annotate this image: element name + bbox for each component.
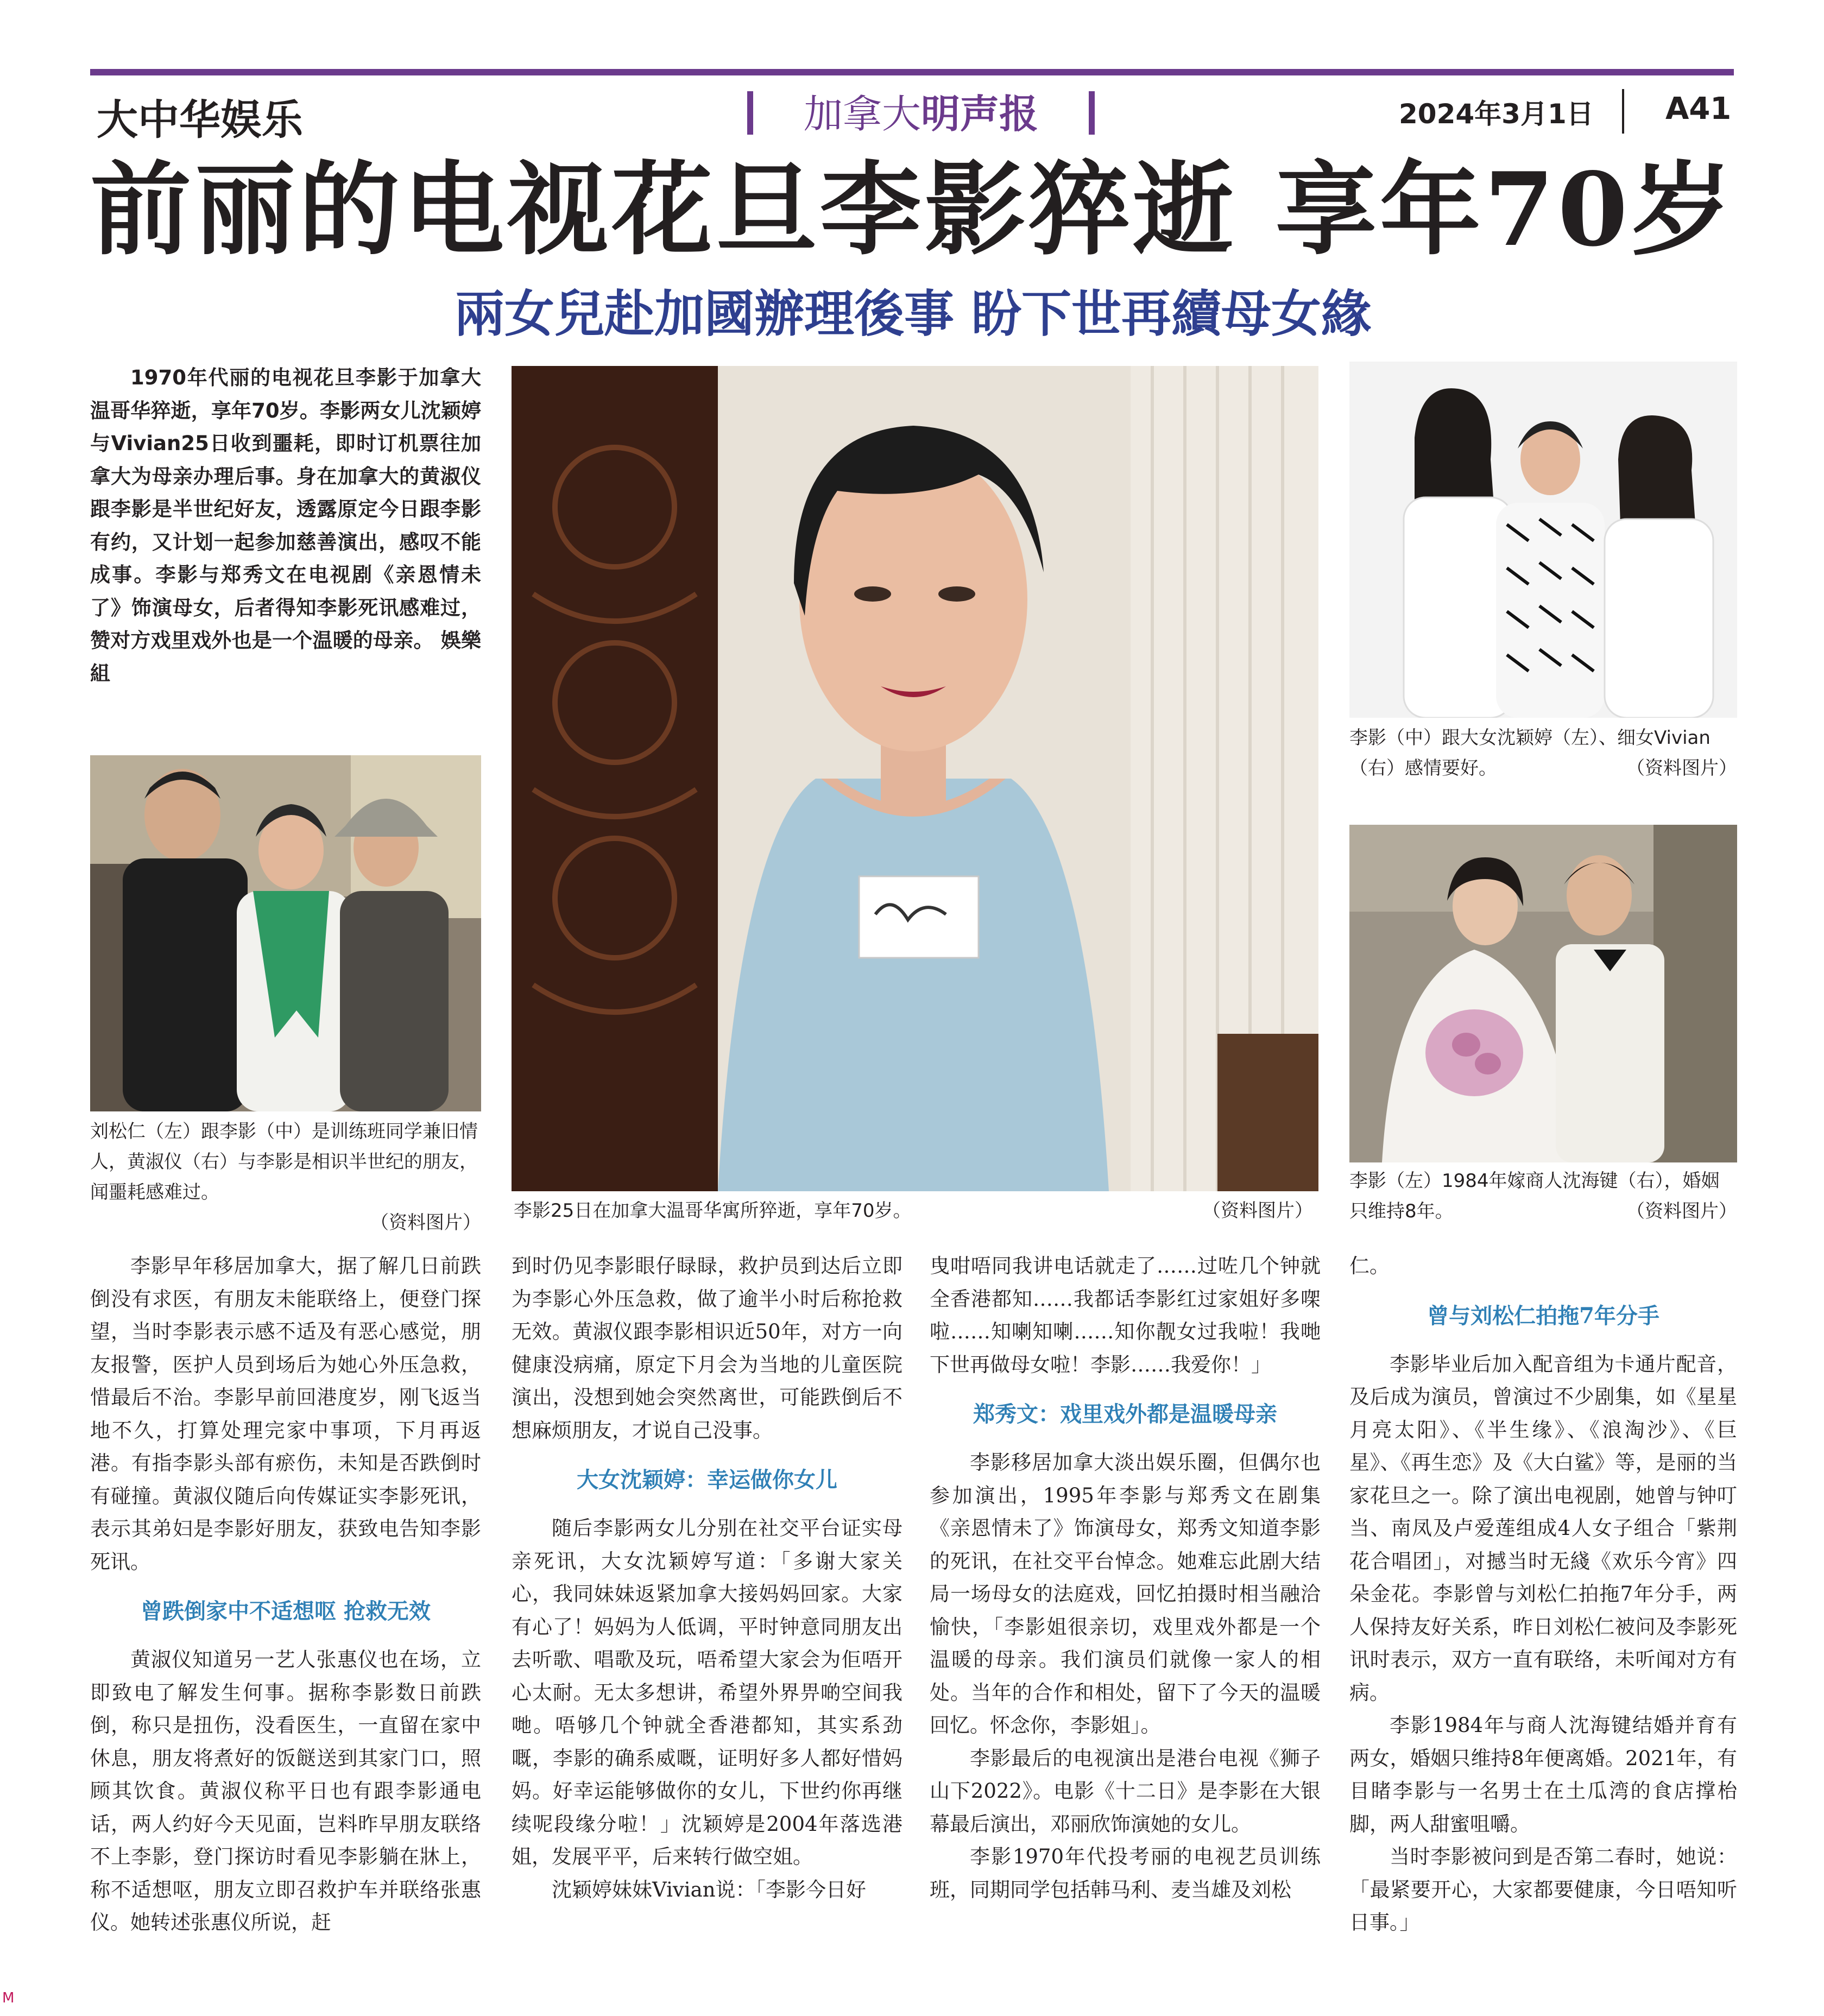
photo-mother-daughters xyxy=(1349,362,1737,718)
caption-photo3-source: （资料图片） xyxy=(1626,757,1737,779)
caption-photo2-source: （资料图片） xyxy=(1202,1200,1313,1222)
article-column-1 xyxy=(90,1250,481,1939)
article-paragraph: 李影毕业后加入配音组为卡通片配音，及后成为演员，曾演过不少剧集，如《星星月亮太阳》、《半生缘》、《浪淘沙》、《巨星》、《再生恋》及《大白鲨》等，是丽的当家花旦之一。除了演出电视剧，她曾与钟叮当、南凤及卢爱莲组成4人女子组合「紫荆花合唱团」，对撼当时无綫《欢乐今宵》四朵金花。李影曾与刘松仁拍拖7年分手，两人保持友好关系，昨日刘松仁被问及李影死讯时表示，双方一直有联络，未听闻对方有病。 xyxy=(1349,1352,1737,1704)
masthead-location: 加拿大 xyxy=(803,91,921,137)
photo-wedding xyxy=(1349,825,1737,1162)
article-subheading: 郑秀文：戏里戏外都是温暖母亲 xyxy=(973,1401,1277,1427)
caption-photo3 xyxy=(1349,723,1737,783)
article-paragraph: 李影1984年与商人沈海键结婚并育有两女，婚姻只维持8年便离婚。2021年，有目睹李影与一名男士在土瓜湾的食店撑枱脚，两人甜蜜咀嚼。 xyxy=(1349,1714,1737,1836)
caption-photo3-text: 李影（中）跟大女沈颖婷（左）、细女Vivian（右）感情要好。 xyxy=(1349,727,1711,779)
photo-liu-li-wong xyxy=(90,755,481,1111)
caption-photo4-source: （资料图片） xyxy=(1626,1200,1737,1222)
subheadline: 兩女兒赴加國辦理後事 盼下世再續母女緣 xyxy=(454,285,1372,343)
caption-photo2-text: 李影25日在加拿大温哥华寓所猝逝，享年70岁。 xyxy=(514,1200,912,1222)
article-paragraph: 当时李影被问到是否第二春时，她说：「最紧要开心，大家都要健康，今日唔知听日事。」 xyxy=(1349,1845,1737,1934)
masthead-bar-right xyxy=(1089,91,1095,135)
article-paragraph: 李影早年移居加拿大，据了解几日前跌倒没有求医，有朋友未能联络上，便登门探望，当时李影表示感不适及有恶心感觉，朋友报警，医护人员到场后为她心外压急救，惜最后不治。李影早前回港度岁，刚飞返当地不久，打算处理完家中事项，下月再返港。有指李影头部有瘀伤，未知是否跌倒时有碰撞。黄淑仪随后向传媒证实李影死讯，表示其弟妇是李影好朋友，获致电告知李影死讯。 xyxy=(90,1254,481,1573)
caption-photo1-text: 刘松仁（左）跟李影（中）是训练班同学兼旧情人，黄淑仪（右）与李影是相识半世纪的朋友，闻噩耗感难过。 xyxy=(90,1121,478,1203)
article-paragraph: 曳咁唔同我讲电话就走了……过咗几个钟就全香港都知……我都话李影红过家姐好多㗎啦……知喇知喇……知你靓女过我啦！我哋下世再做母女啦！李影……我爱你！」 xyxy=(930,1254,1321,1376)
article-paragraph: 黄淑仪知道另一艺人张惠仪也在场，立即致电了解发生何事。据称李影数日前跌倒，称只是扭伤，没看医生，一直留在家中休息，朋友将煮好的饭餸送到其家门口，照顾其饮食。黄淑仪称平日也有跟李影通电话，两人约好今天见面，岂料昨早朋友联络不上李影，登门探访时看见李影躺在牀上，称不适想呕，朋友立即召救护车并联络张惠仪。她转述张惠仪所说，赶 xyxy=(90,1648,481,1934)
caption-photo4-text: 李影（左）1984年嫁商人沈海键（右），婚姻只维持8年。 xyxy=(1349,1170,1720,1222)
article-column-2 xyxy=(512,1250,902,1906)
issue-date: 2024年3月1日 xyxy=(1399,98,1594,130)
article-paragraph: 仁。 xyxy=(1349,1254,1390,1278)
article-paragraph: 沈颖婷妹妹Vivian说：「李影今日好 xyxy=(552,1878,867,1901)
caption-photo4 xyxy=(1349,1166,1737,1227)
article-column-3 xyxy=(930,1250,1321,1906)
newspaper-masthead xyxy=(747,87,1095,141)
photo-main-portrait xyxy=(512,366,1318,1191)
headline: 前丽的电视花旦李影猝逝 享年70岁 xyxy=(90,150,1735,269)
article-paragraph: 李影移居加拿大淡出娱乐圈，但偶尔也参加演出，1995年李影与郑秀文在剧集《亲恩情未了》饰演母女，郑秀文知道李影的死讯，在社交平台悼念。她难忘此剧大结局一场母女的法庭戏，回忆拍摄时相当融洽愉快，「李影姐很亲切，戏里戏外都是一个温暖的母亲。我们演员们就像一家人的相处。当年的合作和相处，留下了今天的温暖回忆。怀念你，李影姐」。 xyxy=(930,1451,1321,1737)
article-paragraph: 李影1970年代投考丽的电视艺员训练班，同期同学包括韩马利、麦当雄及刘松 xyxy=(930,1845,1321,1901)
masthead-paper-name: 明声报 xyxy=(921,91,1039,137)
lead-paragraph: 1970年代丽的电视花旦李影于加拿大温哥华猝逝，享年70岁。李影两女儿沈颖婷与Vivian25日收到噩耗，即时订机票往加拿大为母亲办理后事。身在加拿大的黄淑仪跟李影是半世纪好友，透露原定今日跟李影有约，又计划一起参加慈善演出，感叹不能成事。李影与郑秀文在电视剧《亲恩情未了》饰演母女，后者得知李影死讯感难过，赞对方戏里戏外也是一个温暖的母亲。 娛樂組 xyxy=(90,366,481,685)
caption-photo1 xyxy=(90,1116,481,1238)
article-subheading: 曾与刘松仁拍拖7年分手 xyxy=(1427,1303,1659,1329)
header-divider xyxy=(1622,89,1624,134)
caption-photo1-source: （资料图片） xyxy=(370,1212,481,1234)
page-number: A41 xyxy=(1665,91,1732,127)
article-paragraph: 随后李影两女儿分别在社交平台证实母亲死讯，大女沈颖婷写道：「多谢大家关心，我同妹妹返紧加拿大接妈妈回家。大家有心了！妈妈为人低调，平时钟意同朋友出去听歌、唱歌及玩，唔希望大家会为佢唔开心太耐。无太多想讲，希望外界畀啲空间我哋。唔够几个钟就全香港都知，其实系劲嘅，李影的确系威嘅，证明好多人都好惜妈妈。好幸运能够做你的女儿，下世约你再继续呢段缘分啦！」沈颖婷是2004年落选港姐，发展平平，后来转行做空姐。 xyxy=(512,1516,902,1868)
corner-mark: M xyxy=(2,1990,15,2006)
article-column-4 xyxy=(1349,1250,1737,1939)
masthead-rule xyxy=(90,69,1734,75)
article-subheading: 曾跌倒家中不适想呕 抢救无效 xyxy=(141,1598,431,1624)
article-paragraph: 李影最后的电视演出是港台电视《狮子山下2022》。电影《十二日》是李影在大银幕最后演出，邓丽欣饰演她的女儿。 xyxy=(930,1746,1321,1836)
article-subheading: 大女沈颖婷：幸运做你女儿 xyxy=(577,1467,837,1493)
article-paragraph: 到时仍见李影眼仔睩睩，救护员到达后立即为李影心外压急救，做了逾半小时后称抢救无效。黄淑仪跟李影相识近50年，对方一向健康没病痛，原定下月会为当地的儿童医院演出，没想到她会突然离世，可能跌倒后不想麻烦朋友，才说自己没事。 xyxy=(512,1254,902,1442)
section-title: 大中华娱乐 xyxy=(97,96,303,144)
